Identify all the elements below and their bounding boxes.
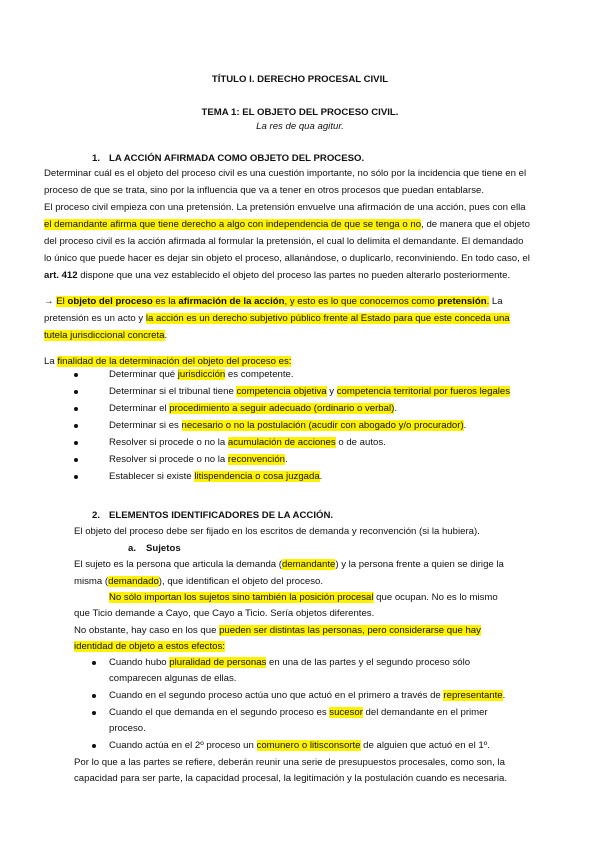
subsection-heading: Sujetos <box>146 543 181 554</box>
paragraph-line: misma (demandado), que identifican el objeto del proceso. <box>74 576 324 587</box>
bullet-dot <box>92 694 96 698</box>
highlight: finalidad de la determinación del objeto del proceso es: <box>57 356 292 367</box>
paragraph-line: del proceso civil es la acción afirmada al formular la pretensión, el cual lo delimita el demandante. El demandado <box>44 236 524 247</box>
tema-heading: TEMA 1: EL OBJETO DEL PROCESO CIVIL. <box>201 107 399 118</box>
paragraph-line: proceso de que se trata, sino por la influencia que va a tener en otros procesos que puedan entablarse. <box>44 185 485 196</box>
list-item-cont: comparecen algunas de ellas. <box>109 673 237 684</box>
list-item: Cuando el que demanda en el segundo proceso es sucesor del demandante en el primer <box>109 707 488 718</box>
subsection-letter: a. <box>128 543 137 554</box>
list-item-cont: proceso. <box>109 723 146 734</box>
bullet-dot <box>74 441 78 445</box>
list-item: Determinar el procedimiento a seguir adecuado (ordinario o verbal). <box>109 403 397 414</box>
paragraph-line: Determinar cuál es el objeto del proceso civil es una cuestión importante, no sólo por la incidencia que tiene en el <box>44 168 527 179</box>
list-item: Resolver si procede o no la reconvención. <box>109 454 288 465</box>
bullet-dot <box>74 373 78 377</box>
bullet-dot <box>92 661 96 665</box>
bullet-dot <box>74 407 78 411</box>
paragraph-line: El sujeto es la persona que articula la demanda (demandante) y la persona frente a quien se dirige la <box>74 559 504 570</box>
paragraph-line: No sólo importan los sujetos sino también la posición procesal que ocupan. No es lo mismo <box>109 592 498 603</box>
paragraph-line: El objeto del proceso debe ser fijado en los escritos de demanda y reconvención (si la hubiera). <box>74 526 480 537</box>
paragraph-line: Por lo que a las partes se refiere, deberán reunir una serie de presupuestos procesales, como son, la <box>74 757 505 768</box>
highlight: tutela jurisdiccional concreta <box>44 330 165 341</box>
bullet-dot <box>74 390 78 394</box>
list-item: Determinar si es necesario o no la postulación (acudir con abogado y/o procurador). <box>109 420 467 431</box>
section2-heading: ELEMENTOS IDENTIFICADORES DE LA ACCIÓN. <box>109 510 334 521</box>
list-item: Cuando actúa en el 2º proceso un comunero o litisconsorte de alguien que actuó en el 1º. <box>109 740 490 751</box>
paragraph-line: capacidad para ser parte, la capacidad procesal, la legitimación y la postulación cuando es necesaria. <box>74 773 508 784</box>
paragraph-line: No obstante, hay caso en los que pueden ser distintas las personas, pero considerarse que hay <box>74 625 481 636</box>
paragraph-line: identidad de objeto a estos efectos: <box>74 641 225 652</box>
subtitle: La res de qua agitur. <box>256 121 344 132</box>
paragraph-line: que Ticio demande a Cayo, que Cayo a Ticio. Sería objetos diferentes. <box>74 608 375 619</box>
highlight: el demandante afirma que tiene derecho a algo con independencia de que se tenga o no <box>44 219 422 230</box>
highlight: la acción es un derecho subjetivo público frente al Estado para que este conceda una <box>145 313 510 324</box>
paragraph-line: → El objeto del proceso es la afirmación de la acción, y esto es lo que conocemos como pretensión. La <box>44 296 503 307</box>
list-item: Cuando hubo pluralidad de personas en una de las partes y el segundo proceso sólo <box>109 657 471 668</box>
paragraph-line: El proceso civil empieza con una pretensión. La pretensión envuelve una afirmación de una acción, pues con ella <box>44 202 526 213</box>
arrow-icon: → <box>44 296 54 307</box>
bullet-dot <box>74 458 78 462</box>
list-item: Determinar qué jurisdicción es competente. <box>109 369 294 380</box>
section2-number: 2. <box>92 510 101 521</box>
article-ref: art. 412 <box>44 270 78 281</box>
section1-heading: LA ACCIÓN AFIRMADA COMO OBJETO DEL PROCESO. <box>109 153 365 164</box>
bullet-dot <box>92 744 96 748</box>
paragraph-line: art. 412 dispone que una vez establecido el objeto del proceso las partes no pueden alterarlo posteriormente. <box>44 270 511 281</box>
bullet-dot <box>74 475 78 479</box>
paragraph-line: el demandante afirma que tiene derecho a algo con independencia de que se tenga o no, de manera que el objeto <box>44 219 530 230</box>
list-item: Resolver si procede o no la acumulación de acciones o de autos. <box>109 437 386 448</box>
page-title: TÍTULO I. DERECHO PROCESAL CIVIL <box>211 74 389 85</box>
bullet-dot <box>92 711 96 715</box>
list-item: Establecer si existe litispendencia o cosa juzgada. <box>109 471 323 482</box>
paragraph-line: La finalidad de la determinación del objeto del proceso es: <box>44 356 292 367</box>
list-item: Determinar si el tribunal tiene competencia objetiva y competencia territorial por fueros legales <box>109 386 511 397</box>
section1-number: 1. <box>92 153 101 164</box>
paragraph-line: pretensión es un acto y la acción es un derecho subjetivo público frente al Estado para que este conceda una <box>44 313 510 324</box>
list-item: Cuando en el segundo proceso actúa uno que actuó en el primero a través de representante. <box>109 690 506 701</box>
paragraph-line: tutela jurisdiccional concreta. <box>44 330 168 341</box>
bullet-dot <box>74 424 78 428</box>
paragraph-line: lo único que puede hacer es dejar sin objeto el proceso, allanándose, o duplicarlo, reconviniendo. En todo caso, el <box>44 253 530 264</box>
